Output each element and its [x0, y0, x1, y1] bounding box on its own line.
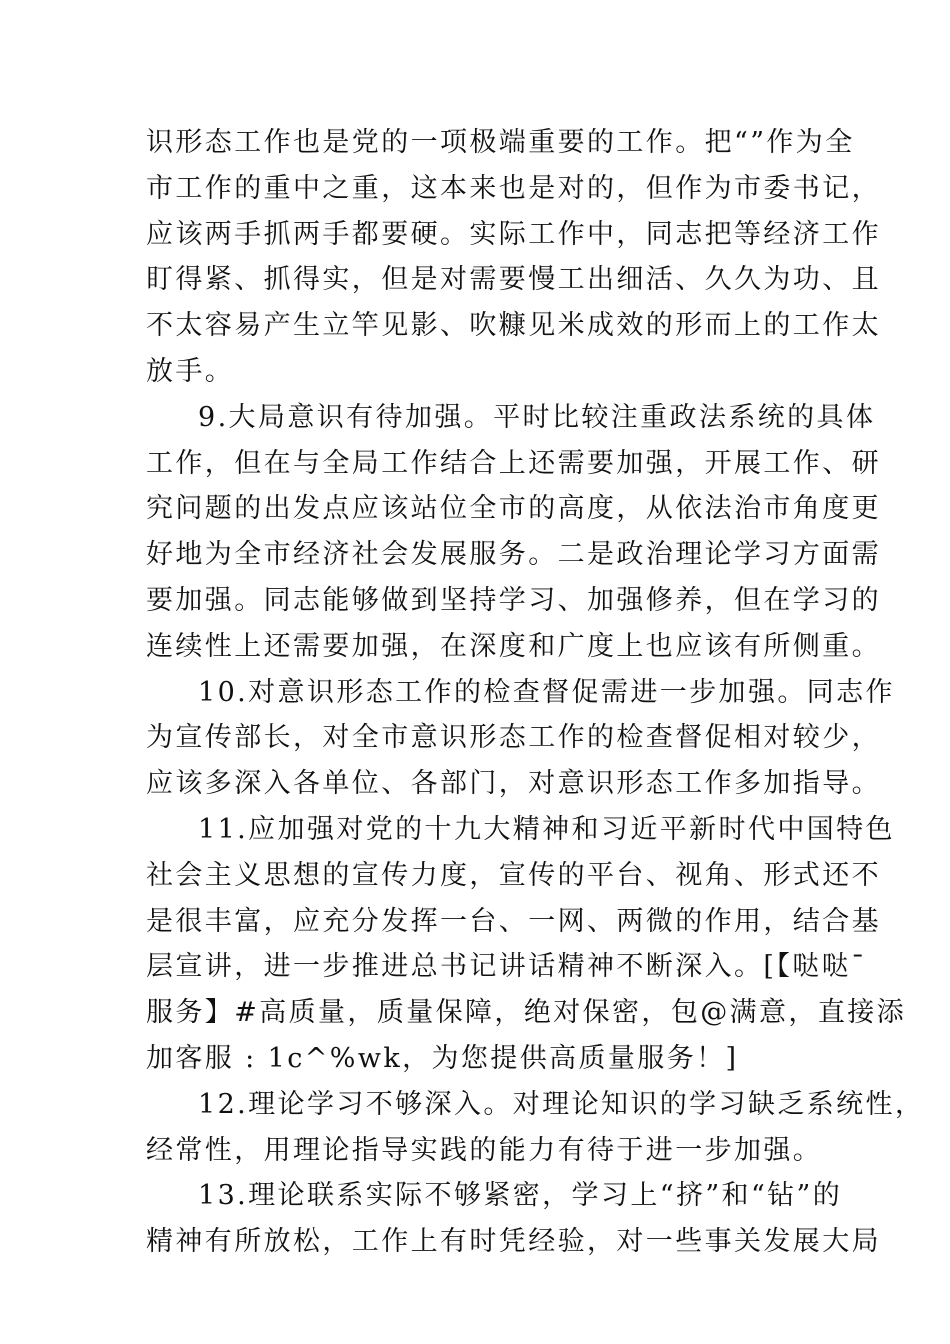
paragraph-start-9: 9.大局意识有待加强。平时比较注重政法系统的具体: [198, 401, 876, 433]
text-line: 究问题的出发点应该站位全市的高度，从依法治市角度更: [146, 493, 881, 525]
text-line: 工作，但在与全局工作结合上还需要加强，开展工作、研: [146, 447, 881, 479]
paragraph-start-13: 13.理论联系实际不够紧密，学习上“挤”和“钻”的: [198, 1180, 843, 1212]
text-line: 精神有所放松，工作上有时凭经验，对一些事关发展大局: [146, 1226, 881, 1258]
document-body: [146, 120, 925, 1265]
text-line: 是很丰富，应充分发挥一台、一网、两微的作用，结合基: [146, 905, 881, 937]
paragraph-start-11: 11.应加强对党的十九大精神和习近平新时代中国特色: [198, 813, 895, 845]
text-line: 识形态工作也是党的一项极端重要的工作。把“”作为全: [146, 127, 855, 158]
paragraph-start-12: 12.理论学习不够深入。对理论知识的学习缺乏系统性，: [198, 1088, 925, 1120]
text-line: 经常性，用理论指导实践的能力有待于进一步加强。: [146, 1134, 823, 1166]
text-line: 盯得紧、抓得实，但是对需要慢工出细活、久久为功、且: [146, 264, 881, 296]
paragraph-start-10: 10.对意识形态工作的检查督促需进一步加强。同志作: [198, 676, 895, 708]
text-line: 为宣传部长，对全市意识形态工作的检查督促相对较少，: [146, 722, 881, 754]
text-line: 层宣讲，进一步推进总书记讲话精神不断深入。[【哒哒¯: [146, 951, 867, 983]
text-line: 好地为全市经济社会发展服务。二是政治理论学习方面需: [146, 539, 881, 571]
text-line: 连续性上还需要加强，在深度和广度上也应该有所侧重。: [146, 630, 881, 662]
text-line: 市工作的重中之重，这本来也是对的，但作为市委书记，: [146, 172, 881, 204]
text-line: 应该两手抓两手都要硬。实际工作中，同志把等经济工作: [146, 218, 881, 250]
text-line: 加客服 : 1c^%wk，为您提供高质量服务！]: [146, 1042, 739, 1074]
text-line: 服务】#高质量，质量保障，绝对保密，包@满意，直接添: [146, 997, 907, 1029]
text-line: 社会主义思想的宣传力度，宣传的平台、视角、形式还不: [146, 859, 881, 891]
text-line: 不太容易产生立竿见影、吹糠见米成效的形而上的工作太: [146, 310, 881, 342]
text-line: 放手。: [146, 355, 235, 387]
text-line: 要加强。同志能够做到坚持学习、加强修养，但在学习的: [146, 584, 881, 616]
text-line: 应该多深入各单位、各部门，对意识形态工作多加指导。: [146, 768, 881, 800]
